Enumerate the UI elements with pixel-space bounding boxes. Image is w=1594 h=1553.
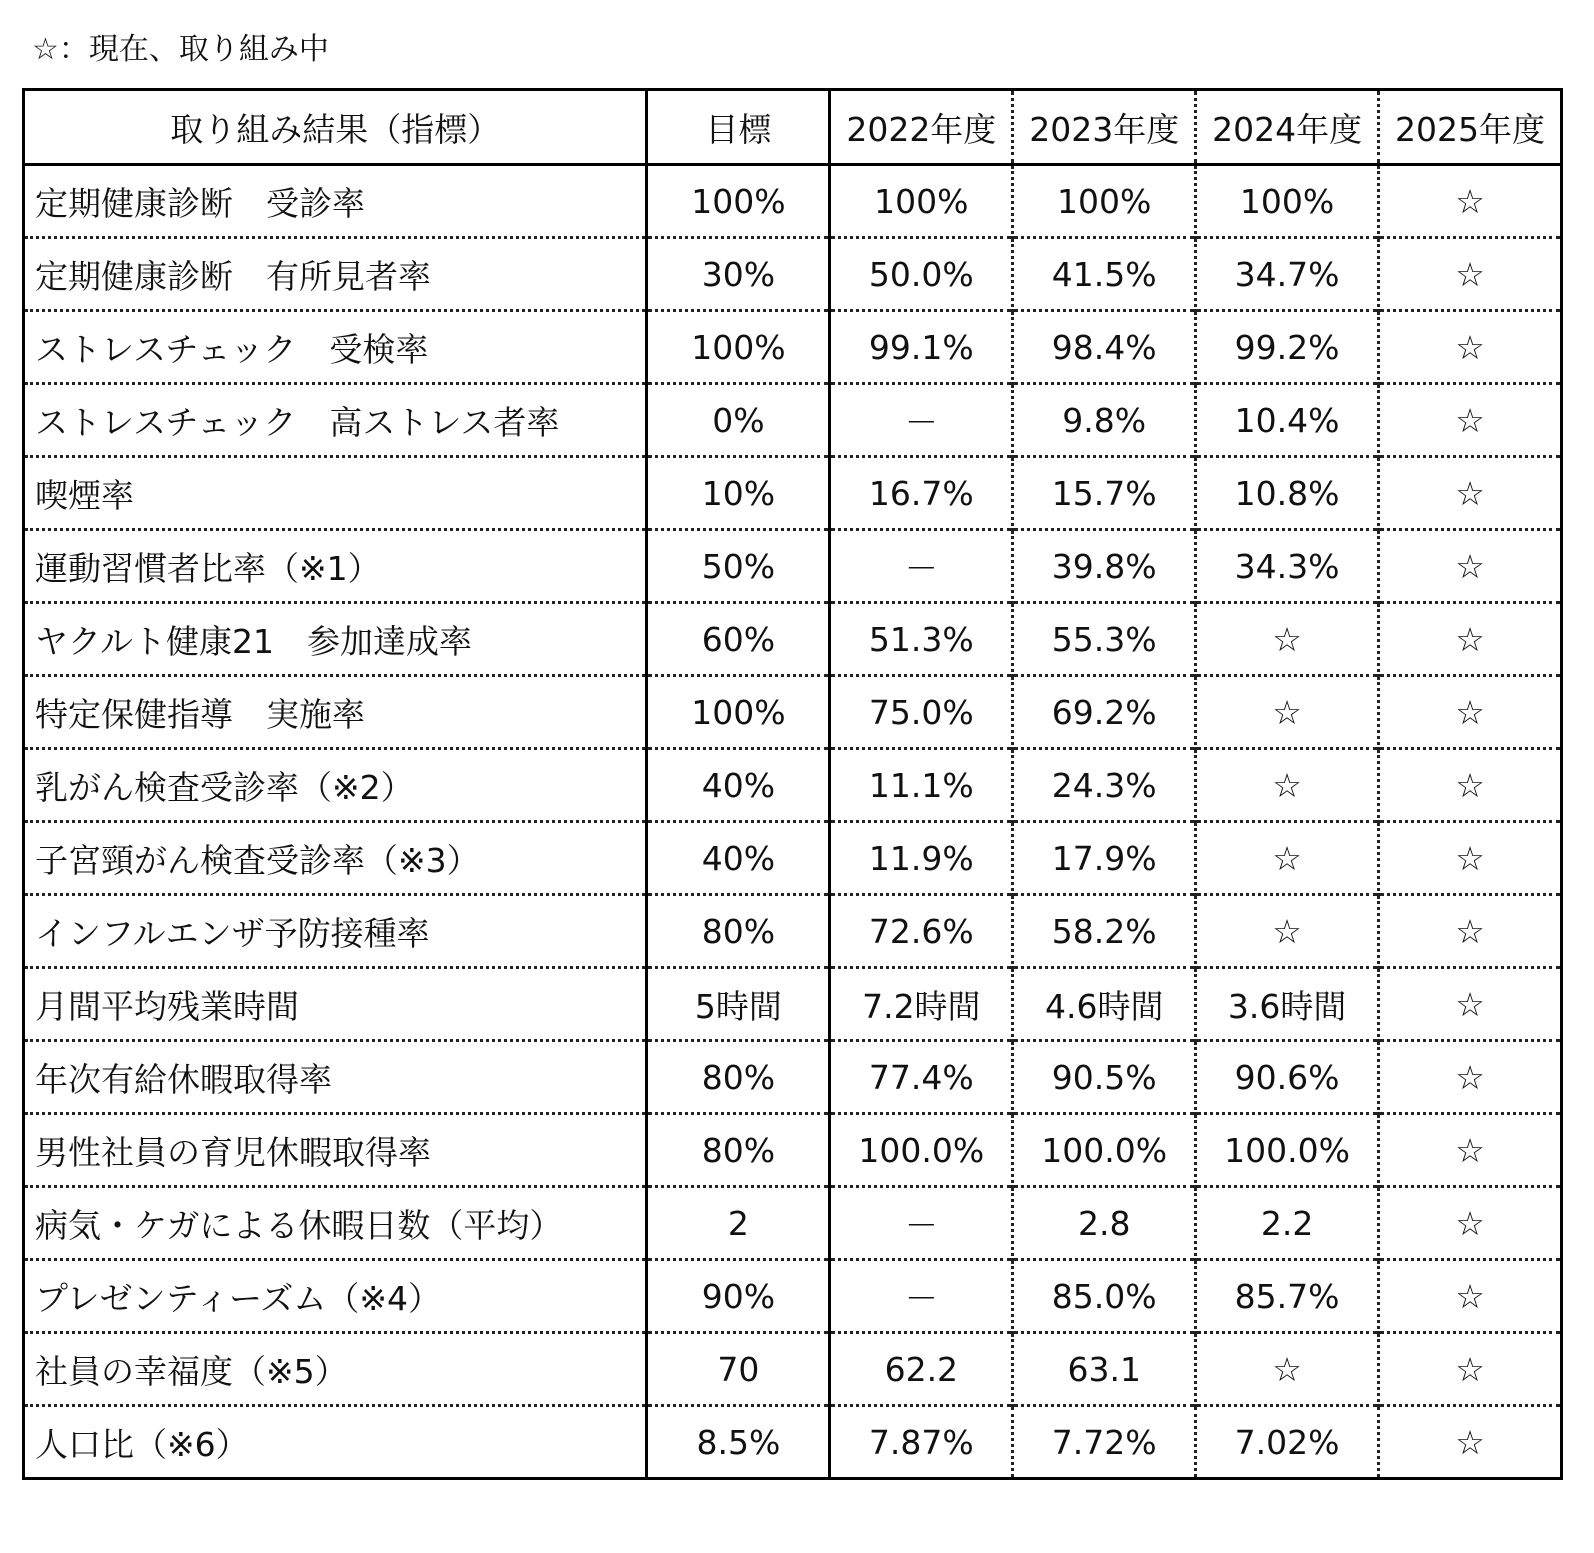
indicator-cell: ストレスチェック 高ストレス者率 [24, 384, 647, 457]
fy2025-cell: ☆ [1379, 457, 1562, 530]
fy2025-cell: ☆ [1379, 238, 1562, 311]
indicator-cell: 特定保健指導 実施率 [24, 676, 647, 749]
fy2025-cell: ☆ [1379, 1114, 1562, 1187]
indicator-cell: 定期健康診断 受診率 [24, 165, 647, 238]
table-row [24, 457, 1562, 530]
fy2024-cell: 100.0% [1196, 1114, 1379, 1187]
fy2022-cell: 7.87% [830, 1406, 1013, 1479]
target-cell: 40% [647, 822, 830, 895]
target-cell: 90% [647, 1260, 830, 1333]
fy2024-cell: 90.6% [1196, 1041, 1379, 1114]
fy2025-cell: ☆ [1379, 968, 1562, 1041]
indicator-cell: プレゼンティーズム（※4） [24, 1260, 647, 1333]
fy2024-cell: 34.3% [1196, 530, 1379, 603]
fy2022-cell: 100% [830, 165, 1013, 238]
fy2025-cell: ☆ [1379, 1187, 1562, 1260]
fy2024-cell: 100% [1196, 165, 1379, 238]
table-row [24, 1114, 1562, 1187]
table-header [24, 90, 1562, 165]
fy2022-cell: － [830, 1187, 1013, 1260]
table-row [24, 1187, 1562, 1260]
target-cell: 100% [647, 165, 830, 238]
fy2025-cell: ☆ [1379, 1406, 1562, 1479]
fy2025-cell: ☆ [1379, 311, 1562, 384]
fy2023-cell: 100% [1013, 165, 1196, 238]
fy2024-cell: ☆ [1196, 603, 1379, 676]
fy2022-cell: 77.4% [830, 1041, 1013, 1114]
header-fy2023: 2023年度 [1013, 90, 1196, 165]
fy2024-cell: ☆ [1196, 749, 1379, 822]
target-cell: 80% [647, 895, 830, 968]
header-fy2022: 2022年度 [830, 90, 1013, 165]
fy2023-cell: 2.8 [1013, 1187, 1196, 1260]
indicator-cell: 社員の幸福度（※5） [24, 1333, 647, 1406]
fy2023-cell: 7.72% [1013, 1406, 1196, 1479]
fy2024-cell: 10.4% [1196, 384, 1379, 457]
fy2025-cell: ☆ [1379, 384, 1562, 457]
fy2022-cell: － [830, 384, 1013, 457]
fy2025-cell: ☆ [1379, 530, 1562, 603]
fy2023-cell: 4.6時間 [1013, 968, 1196, 1041]
fy2025-cell: ☆ [1379, 895, 1562, 968]
fy2024-cell: 99.2% [1196, 311, 1379, 384]
indicator-cell: 喫煙率 [24, 457, 647, 530]
indicator-cell: 男性社員の育児休暇取得率 [24, 1114, 647, 1187]
target-cell: 0% [647, 384, 830, 457]
fy2022-cell: 7.2時間 [830, 968, 1013, 1041]
table-row [24, 238, 1562, 311]
indicator-cell: ヤクルト健康21 参加達成率 [24, 603, 647, 676]
table-row [24, 968, 1562, 1041]
fy2024-cell: 85.7% [1196, 1260, 1379, 1333]
header-fy2024: 2024年度 [1196, 90, 1379, 165]
target-cell: 30% [647, 238, 830, 311]
target-cell: 80% [647, 1041, 830, 1114]
target-cell: 80% [647, 1114, 830, 1187]
fy2024-cell: ☆ [1196, 822, 1379, 895]
fy2022-cell: － [830, 530, 1013, 603]
fy2023-cell: 100.0% [1013, 1114, 1196, 1187]
fy2023-cell: 85.0% [1013, 1260, 1196, 1333]
indicator-cell: 年次有給休暇取得率 [24, 1041, 647, 1114]
fy2022-cell: 51.3% [830, 603, 1013, 676]
fy2023-cell: 63.1 [1013, 1333, 1196, 1406]
target-cell: 10% [647, 457, 830, 530]
target-cell: 70 [647, 1333, 830, 1406]
target-cell: 40% [647, 749, 830, 822]
table-row [24, 749, 1562, 822]
indicator-cell: 月間平均残業時間 [24, 968, 647, 1041]
header-row [24, 90, 1562, 165]
fy2025-cell: ☆ [1379, 676, 1562, 749]
header-target: 目標 [647, 90, 830, 165]
target-cell: 100% [647, 676, 830, 749]
indicator-cell: 人口比（※6） [24, 1406, 647, 1479]
fy2023-cell: 24.3% [1013, 749, 1196, 822]
fy2022-cell: － [830, 1260, 1013, 1333]
fy2024-cell: ☆ [1196, 1333, 1379, 1406]
fy2023-cell: 90.5% [1013, 1041, 1196, 1114]
fy2023-cell: 55.3% [1013, 603, 1196, 676]
fy2025-cell: ☆ [1379, 603, 1562, 676]
indicator-cell: 定期健康診断 有所見者率 [24, 238, 647, 311]
fy2022-cell: 62.2 [830, 1333, 1013, 1406]
fy2023-cell: 9.8% [1013, 384, 1196, 457]
fy2022-cell: 72.6% [830, 895, 1013, 968]
fy2025-cell: ☆ [1379, 749, 1562, 822]
fy2025-cell: ☆ [1379, 1260, 1562, 1333]
indicator-cell: 子宮頸がん検査受診率（※3） [24, 822, 647, 895]
table-row [24, 384, 1562, 457]
fy2024-cell: 34.7% [1196, 238, 1379, 311]
table-row [24, 676, 1562, 749]
fy2022-cell: 100.0% [830, 1114, 1013, 1187]
fy2024-cell: 10.8% [1196, 457, 1379, 530]
fy2022-cell: 75.0% [830, 676, 1013, 749]
fy2023-cell: 69.2% [1013, 676, 1196, 749]
table-body [24, 165, 1562, 1479]
fy2023-cell: 39.8% [1013, 530, 1196, 603]
fy2024-cell: 2.2 [1196, 1187, 1379, 1260]
target-cell: 5時間 [647, 968, 830, 1041]
fy2022-cell: 50.0% [830, 238, 1013, 311]
fy2025-cell: ☆ [1455, 181, 1485, 221]
table-row [24, 1041, 1562, 1114]
table-row [24, 1333, 1562, 1406]
indicator-cell: ストレスチェック 受検率 [24, 311, 647, 384]
fy2024-cell: ☆ [1196, 676, 1379, 749]
fy2023-cell: 15.7% [1013, 457, 1196, 530]
indicator-cell: 病気・ケガによる休暇日数（平均） [24, 1187, 647, 1260]
fy2023-cell: 98.4% [1013, 311, 1196, 384]
indicator-cell: 運動習慣者比率（※1） [24, 530, 647, 603]
fy2025-cell: ☆ [1379, 822, 1562, 895]
fy2022-cell: 11.9% [830, 822, 1013, 895]
fy2023-cell: 17.9% [1013, 822, 1196, 895]
fy2025-cell: ☆ [1379, 1333, 1562, 1406]
table-row [24, 311, 1562, 384]
fy2024-cell: 7.02% [1196, 1406, 1379, 1479]
indicator-cell: インフルエンザ予防接種率 [24, 895, 647, 968]
header-indicator: 取り組み結果（指標） [24, 90, 647, 165]
table-row [24, 1260, 1562, 1333]
header-fy2025: 2025年度 [1379, 90, 1562, 165]
target-cell: 2 [647, 1187, 830, 1260]
table-row [24, 1406, 1562, 1479]
table-row [24, 603, 1562, 676]
fy2024-cell: ☆ [1196, 895, 1379, 968]
fy2023-cell: 58.2% [1013, 895, 1196, 968]
table-row [24, 530, 1562, 603]
legend-note: ☆：現在、取り組み中 [32, 32, 329, 67]
fy2022-cell: 11.1% [830, 749, 1013, 822]
target-cell: 100% [647, 311, 830, 384]
table-row [24, 165, 1562, 238]
fy2022-cell: 99.1% [830, 311, 1013, 384]
target-cell: 8.5% [647, 1406, 830, 1479]
target-cell: 50% [647, 530, 830, 603]
table-row [24, 822, 1562, 895]
table-row [24, 895, 1562, 968]
fy2024-cell: 3.6時間 [1196, 968, 1379, 1041]
results-table [22, 88, 1563, 1480]
fy2025-cell: ☆ [1379, 1041, 1562, 1114]
results-table-container [22, 88, 1563, 1480]
fy2022-cell: 16.7% [830, 457, 1013, 530]
indicator-cell: 乳がん検査受診率（※2） [24, 749, 647, 822]
fy2023-cell: 41.5% [1013, 238, 1196, 311]
target-cell: 60% [647, 603, 830, 676]
